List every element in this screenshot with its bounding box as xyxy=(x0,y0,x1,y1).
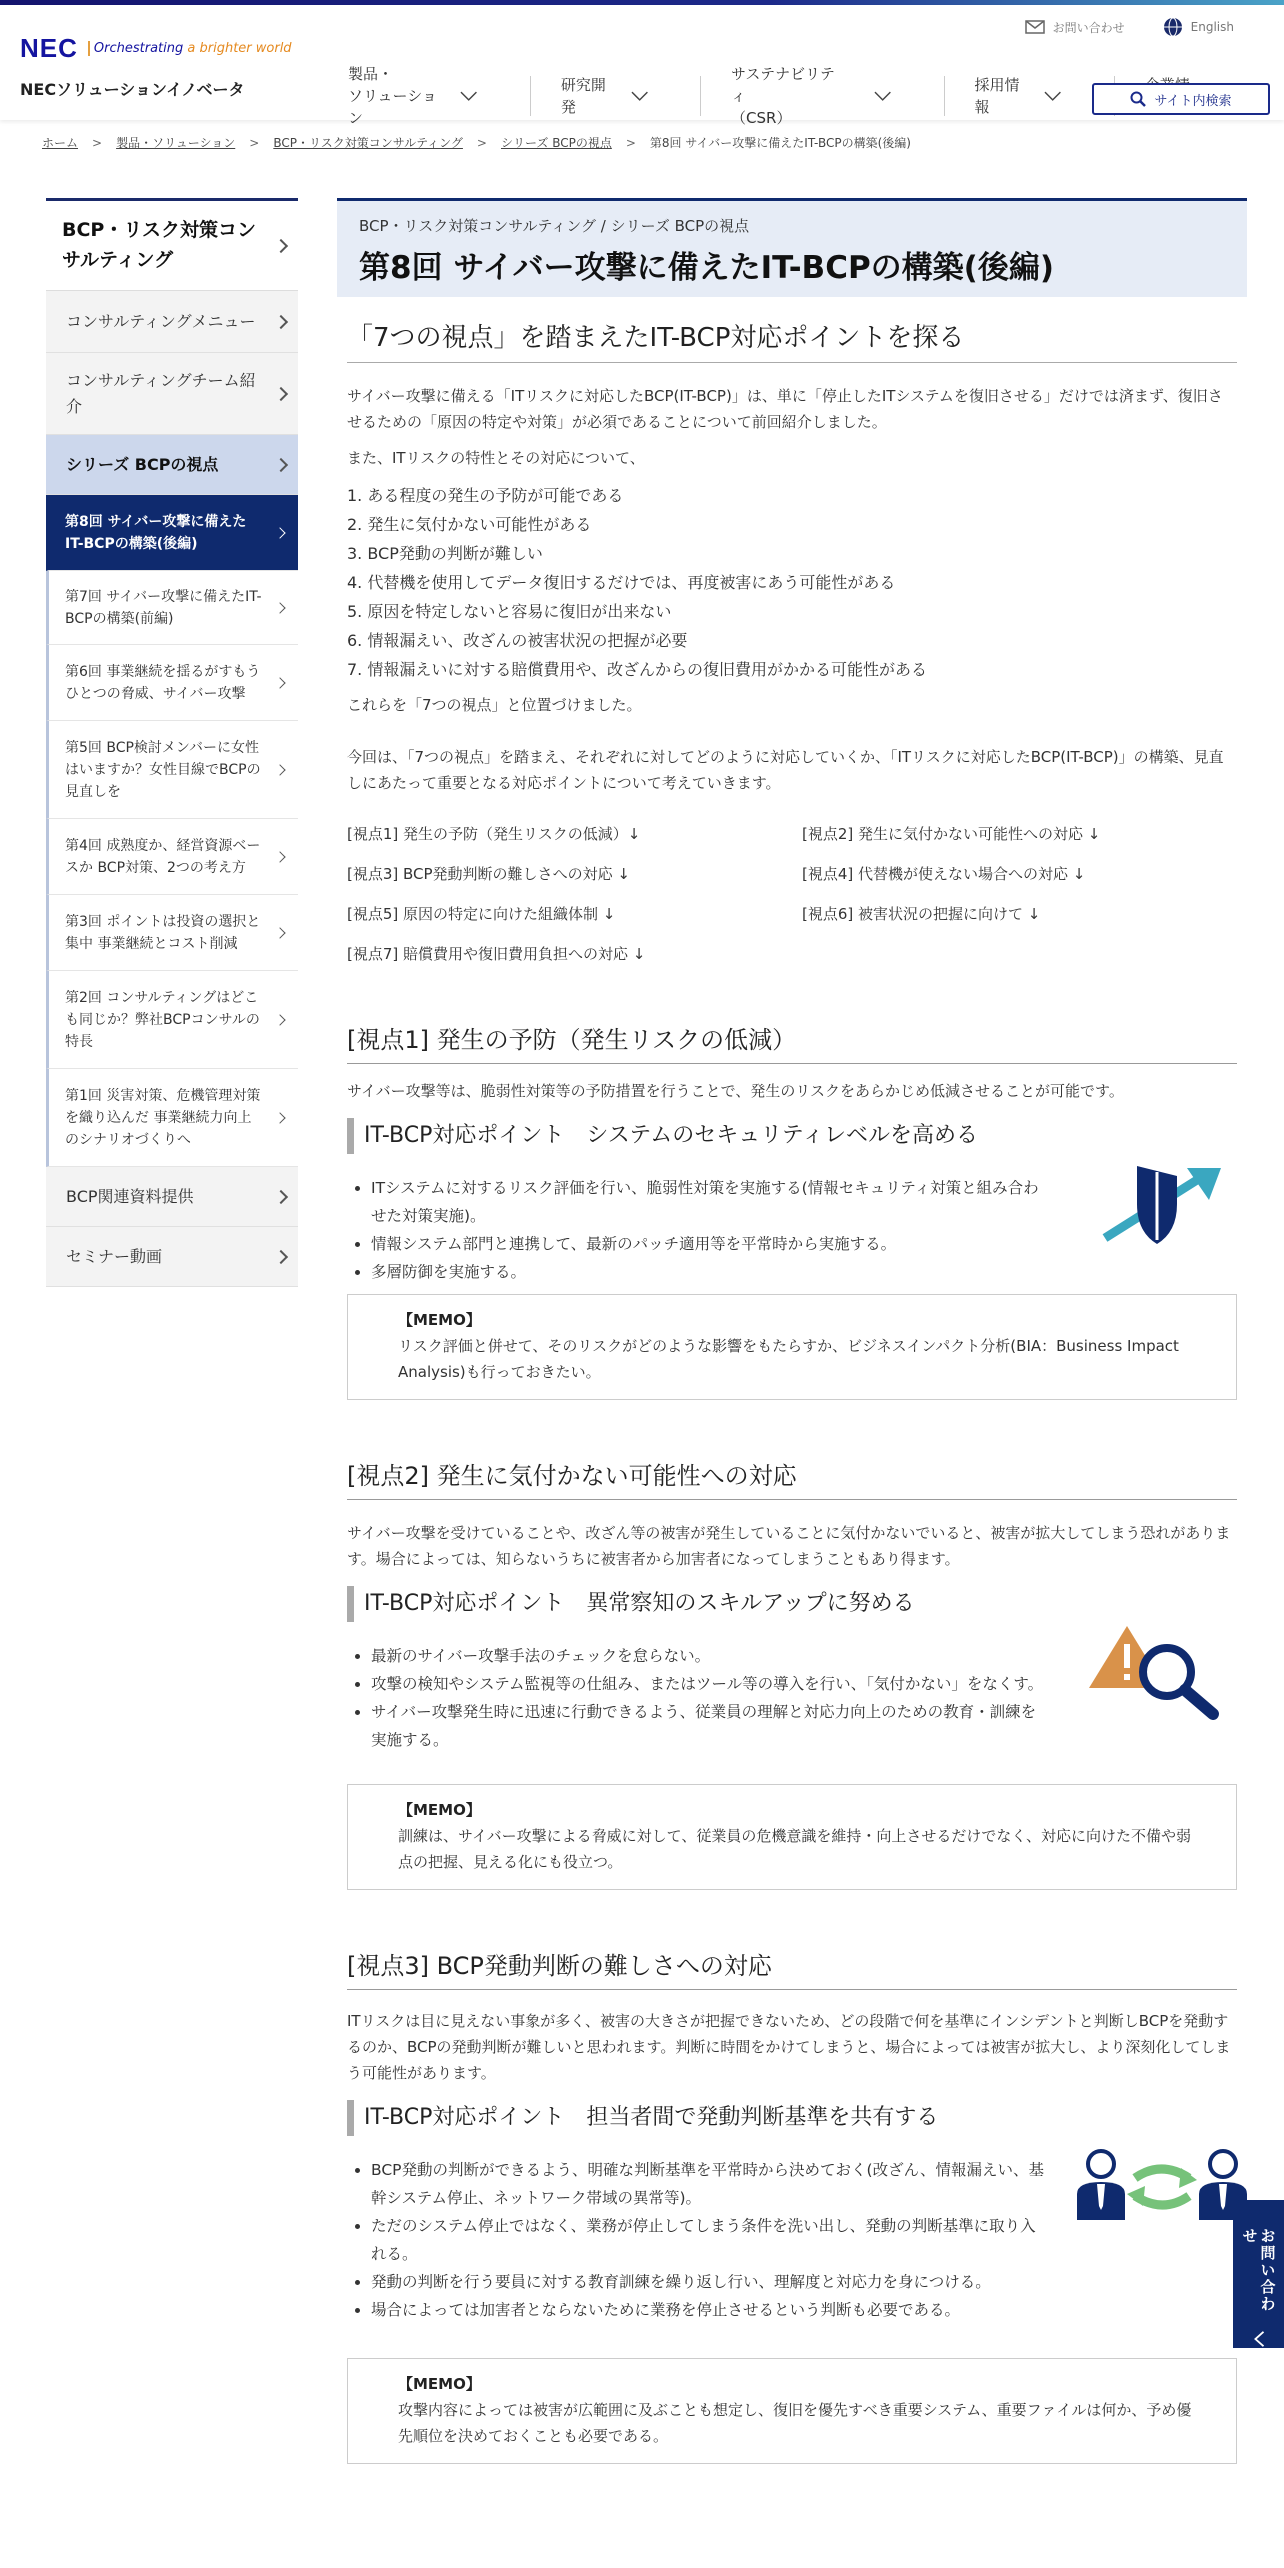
sidebar-item-videos[interactable]: セミナー動画 xyxy=(46,1227,298,1287)
nav-products[interactable]: 製品・ ソリューション xyxy=(348,63,500,129)
sidebar-sub-item[interactable]: 第2回 コンサルティングはどこも同じか？弊社BCPコンサルの特長 xyxy=(46,971,298,1069)
site-header xyxy=(0,5,1284,127)
nav-divider xyxy=(944,76,945,116)
list-item: 5. 原因を特定しないと容易に復旧が出来ない xyxy=(347,602,672,621)
chevron-down-icon xyxy=(631,91,648,101)
list-item: • 多層防御を実施する。 xyxy=(371,1258,1047,1286)
sidebar-sub-item[interactable]: 第8回 サイバー攻撃に備えたIT-BCPの構築(後編) xyxy=(46,495,298,571)
list-item: 3. BCP発動の判断が難しい xyxy=(347,544,543,563)
memo-title: 【MEMO】 xyxy=(398,1801,481,1819)
page-category: BCP・リスク対策コンサルティング / シリーズ BCPの視点 xyxy=(359,217,750,235)
breadcrumb: ホーム > 製品・ソリューション > BCP・リスク対策コンサルティング > シリーズ BCPの視点 > 第8回 サイバー攻撃に備えたIT-BCPの構築(後編) xyxy=(42,135,911,150)
section-3-point-heading: IT-BCP対応ポイント 担当者間で発動判断基準を共有する xyxy=(347,2100,1237,2136)
seven-points-list xyxy=(347,481,1237,684)
memo-box xyxy=(347,1784,1237,1890)
section-2-heading: [視点2] 発生に気付かない可能性への対応 xyxy=(347,1456,1237,1500)
sidebar-sub-item[interactable]: 第3回 ポイントは投資の選択と集中 事業継続とコスト削減 xyxy=(46,895,298,971)
sidebar-item-documents[interactable]: BCP関連資料提供 xyxy=(46,1167,298,1227)
list-item: • 攻撃の検知やシステム監視等の仕組み、またはツール等の導入を行い、「気付かない」をなくす。 xyxy=(371,1670,1047,1698)
intro-paragraph: 今回は、「7つの視点」を踏まえ、それぞれに対してどのように対応していくか、「ITリスクに対応したBCP(IT-BCP)」の構築、見直しにあたって重要となる対応ポイントについて考えていきます。 xyxy=(347,748,1224,792)
nav-careers[interactable]: 採用情報 xyxy=(975,74,1084,118)
sidebar-sub-item[interactable]: 第4回 成熟度か、経営資源ベースか BCP対策、2つの考え方 xyxy=(46,819,298,895)
memo-title: 【MEMO】 xyxy=(398,2375,481,2393)
anchor-links xyxy=(347,822,1237,966)
anchor-link[interactable]: [視点4] 代替機が使えない場合への対応 ↓ xyxy=(802,865,1086,883)
nav-divider xyxy=(700,76,701,116)
breadcrumb-products[interactable]: 製品・ソリューション xyxy=(116,136,236,150)
mail-icon xyxy=(1025,20,1045,34)
list-item: • 情報システム部門と連携して、最新のパッチ適用等を平常時から実施する。 xyxy=(371,1230,1047,1258)
chevron-down-icon xyxy=(874,91,891,101)
logo-text: NEC xyxy=(20,33,78,63)
section-3-bullets xyxy=(347,2156,1047,2324)
sidebar-item-series[interactable]: シリーズ BCPの視点 xyxy=(46,435,298,495)
search-icon xyxy=(1130,91,1146,107)
anchor-link[interactable]: [視点6] 被害状況の把握に向けて ↓ xyxy=(802,905,1041,923)
logo-tagline: Orchestrating a brighter world xyxy=(88,41,292,56)
section-2-bullets xyxy=(347,1642,1047,1754)
chevron-down-icon xyxy=(1044,91,1061,101)
nav-sustainability[interactable]: サステナビリティ （CSR） xyxy=(731,63,914,129)
nav-research[interactable]: 研究開発 xyxy=(561,74,670,118)
brand-name[interactable]: NECソリューションイノベータ xyxy=(20,80,245,99)
intro-paragraph: サイバー攻撃に備える「ITリスクに対応したBCP(IT-BCP)」は、単に「停止したITシステムを復旧させる」だけでは済まず、復旧させるための「原因の特定や対策」が必須であることについて前回紹介しました。 xyxy=(347,387,1223,431)
section-paragraph: ITリスクは目に見えない事象が多く、被害の大きさが把握できないため、どの段階で何を基準にインシデントと判断しBCPを発動するのか、BCPの発動判断が難しいと思われます。判断に時間をかけてしまうと、場合によっては被害が拡大し、より深刻化してしまう可能性があります。 xyxy=(347,2012,1231,2082)
section-1-bullets xyxy=(347,1174,1047,1286)
utility-links xyxy=(1025,17,1234,37)
breadcrumb-current: 第8回 サイバー攻撃に備えたIT-BCPの構築(後編) xyxy=(649,136,911,150)
sidebar-sub-item[interactable]: 第6回 事業継続を揺るがすもうひとつの脅威、サイバー攻撃 xyxy=(46,645,298,721)
nav-divider xyxy=(530,76,531,116)
globe-icon xyxy=(1163,17,1183,37)
sidebar-sub-item[interactable]: 第1回 災害対策、危機管理対策を織り込んだ 事業継続力向上のシナリオづくりへ xyxy=(46,1069,298,1167)
nec-logo[interactable] xyxy=(20,33,292,64)
section-paragraph: サイバー攻撃を受けていることや、改ざん等の被害が発生していることに気付かないでいると、被害が拡大してしまう恐れがあります。場合によっては、知らないうちに被害者から加害者になってしまうこともあり得ます。 xyxy=(347,1524,1231,1568)
floating-contact-tab[interactable] xyxy=(1233,2200,1284,2348)
chevron-left-icon xyxy=(1252,2330,1266,2348)
memo-box xyxy=(347,2358,1237,2464)
sidebar xyxy=(46,198,298,1287)
intro-heading: 「7つの視点」を踏まえたIT-BCP対応ポイントを探る xyxy=(347,317,1237,363)
breadcrumb-bcp[interactable]: BCP・リスク対策コンサルティング xyxy=(273,136,463,150)
memo-text: リスク評価と併せて、そのリスクがどのような影響をもたらすか、ビジネスインパクト分析(BIA：Business Impact Analysis)も行っておきたい。 xyxy=(398,1337,1179,1381)
anchor-link[interactable]: [視点3] BCP発動判断の難しさへの対応 ↓ xyxy=(347,865,630,883)
sidebar-heading[interactable]: BCP・リスク対策コンサルティング xyxy=(46,198,298,291)
memo-text: 攻撃内容によっては被害が広範囲に及ぶことも想定し、復旧を優先すべき重要システム、重要ファイルは何か、予め優先順位を決めておくことも必要である。 xyxy=(398,2401,1192,2445)
list-item: • BCP発動の判断ができるよう、明確な判断基準を平常時から決めておく(改ざん、情報漏えい、基幹システム停止、ネットワーク帯域の異常等)。 xyxy=(371,2156,1047,2212)
people-sync-icon xyxy=(1077,2144,1247,2224)
main-content xyxy=(337,198,1247,2464)
sidebar-item-menu[interactable]: コンサルティングメニュー xyxy=(46,291,298,353)
page-title-box xyxy=(337,198,1247,297)
anchor-link[interactable]: [視点1] 発生の予防（発生リスクの低減）↓ xyxy=(347,825,641,843)
list-item: • 発動の判断を行う要員に対する教育訓練を繰り返し行い、理解度と対応力を身につける。 xyxy=(371,2268,1047,2296)
section-1-point-heading: IT-BCP対応ポイント システムのセキュリティレベルを高める xyxy=(347,1118,1237,1154)
list-item: • ただのシステム停止ではなく、業務が停止してしまう条件を洗い出し、発動の判断基準に取り入れる。 xyxy=(371,2212,1047,2268)
sidebar-sub-item[interactable]: 第5回 BCP検討メンバーに女性はいますか？女性目線でBCPの見直しを xyxy=(46,721,298,819)
anchor-link[interactable]: [視点7] 賠償費用や復旧費用負担への対応 ↓ xyxy=(347,945,646,963)
section-paragraph: サイバー攻撃等は、脆弱性対策等の予防措置を行うことで、発生のリスクをあらかじめ低減させることが可能です。 xyxy=(347,1082,1124,1100)
list-item: 7. 情報漏えいに対する賠償費用や、改ざんからの復旧費用がかかる可能性がある xyxy=(347,660,928,679)
contact-link[interactable]: お問い合わせ xyxy=(1025,17,1125,37)
list-item: • 場合によっては加害者とならないために業務を停止させるという判断も必要である。 xyxy=(371,2296,1047,2324)
list-item: • ITシステムに対するリスク評価を行い、脆弱性対策を実施する(情報セキュリティ対策と組み合わせた対策実施)。 xyxy=(371,1174,1047,1230)
list-item: • 最新のサイバー攻撃手法のチェックを怠らない。 xyxy=(371,1642,1047,1670)
intro-paragraph: これらを「7つの視点」と位置づけました。 xyxy=(347,696,642,714)
breadcrumb-home[interactable]: ホーム xyxy=(42,136,79,150)
language-link[interactable]: English xyxy=(1163,17,1234,37)
shield-arrow-icon xyxy=(1097,1160,1227,1250)
list-item: 2. 発生に気付かない可能性がある xyxy=(347,515,592,534)
list-item: 1. ある程度の発生の予防が可能である xyxy=(347,486,624,505)
list-item: 6. 情報漏えい、改ざんの被害状況の把握が必要 xyxy=(347,631,688,650)
floating-contact-label: お問い合わせ xyxy=(1240,2228,1277,2313)
anchor-link[interactable]: [視点5] 原因の特定に向けた組織体制 ↓ xyxy=(347,905,616,923)
breadcrumb-series[interactable]: シリーズ BCPの視点 xyxy=(500,136,612,150)
warning-search-icon xyxy=(1089,1620,1229,1720)
chevron-down-icon xyxy=(460,91,477,101)
section-3-heading: [視点3] BCP発動判断の難しさへの対応 xyxy=(347,1946,1237,1990)
site-search-button[interactable]: サイト内検索 xyxy=(1092,83,1270,115)
section-2-point-heading: IT-BCP対応ポイント 異常察知のスキルアップに努める xyxy=(347,1586,1237,1622)
memo-text: 訓練は、サイバー攻撃による脅威に対して、従業員の危機意識を維持・向上させるだけでなく、対応に向けた不備や弱点の把握、見える化にも役立つ。 xyxy=(398,1827,1192,1871)
page-title: 第8回 サイバー攻撃に備えたIT-BCPの構築(後編) xyxy=(359,250,1054,286)
sidebar-item-team[interactable]: コンサルティングチーム紹介 xyxy=(46,353,298,435)
list-item: • サイバー攻撃発生時に迅速に行動できるよう、従業員の理解と対応力向上のための教育・訓練を実施する。 xyxy=(371,1698,1047,1754)
sidebar-sub-item[interactable]: 第7回 サイバー攻撃に備えたIT-BCPの構築(前編) xyxy=(46,571,298,645)
section-1-heading: [視点1] 発生の予防（発生リスクの低減） xyxy=(347,1020,1237,1064)
intro-paragraph: また、ITリスクの特性とその対応について、 xyxy=(347,449,645,467)
memo-title: 【MEMO】 xyxy=(398,1311,481,1329)
memo-box xyxy=(347,1294,1237,1400)
anchor-link[interactable]: [視点2] 発生に気付かない可能性への対応 ↓ xyxy=(802,825,1101,843)
list-item: 4. 代替機を使用してデータ復旧するだけでは、再度被害にあう可能性がある xyxy=(347,573,896,592)
